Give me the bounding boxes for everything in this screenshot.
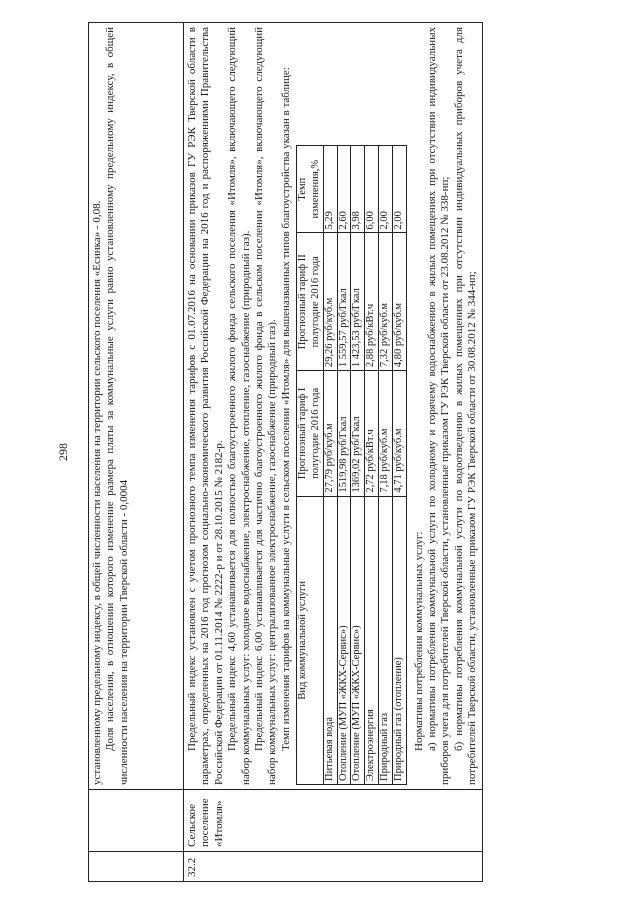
- tariff-row: [337, 146, 351, 785]
- tariff-cell: 2,88 руб/кВт.ч: [365, 233, 379, 371]
- tariff-row: [392, 146, 406, 785]
- tariff-header-row: [297, 146, 324, 785]
- tariff-cell: 27,79 руб/куб.м: [323, 371, 337, 497]
- tariff-cell: 2,72 руб/кВт.ч: [365, 371, 379, 497]
- tariff-table: [296, 145, 406, 785]
- tariff-cell: 7,18 руб/куб.м: [379, 371, 393, 497]
- paragraph: Нормативы потребления коммунальных услуг:: [412, 531, 425, 751]
- tariff-row: [379, 146, 393, 785]
- tariff-row: [351, 146, 365, 785]
- tariff-cell: 29,26 руб/куб.м: [323, 233, 337, 371]
- row-number-cell: 32.2: [184, 852, 483, 882]
- tariff-cell: Природный газ (отопление): [392, 496, 406, 784]
- tariff-cell: 2,60: [337, 146, 351, 233]
- tariff-cell: Природный газ: [379, 496, 393, 784]
- paragraph: Предельный индекс 6,00 устанавливается для частично благоустроенного жилого фонда в сельском поселении «Итомля», включающего следующий набор коммунальных услуг: централизованное электроснабжение, газоснабжение (природный газ).: [253, 27, 279, 785]
- paragraph: а) нормативы потребления коммунальной услуги по холодному и горячему водоснабжению в жилых помещениях при отсутствии индивидуальных приборов учета для потребителей Тверской области, установленные приказом ГУ РЭК Тверской области от 23.08.2012 № 338-нп;: [426, 27, 452, 785]
- paragraph: Доля населения, в отношении которого изменение размера платы за коммунальные услуги равно установленному предельному индексу, в общей численности населения на территории Тверской области - 0,0004: [104, 27, 130, 785]
- tariff-cell: 4,71 руб/куб.м: [392, 371, 406, 497]
- tariff-row: [323, 146, 337, 785]
- tariff-cell: 4,80 руб/куб.м: [392, 233, 406, 371]
- outer-table: [88, 22, 483, 882]
- paragraph: установленному предельному индексу, в общей численности населения на территории сельского поселения «Есинка» - 0,08.: [91, 200, 103, 785]
- tariff-cell: 2,00: [379, 146, 393, 233]
- column-header: Темп изменения,%: [297, 146, 324, 233]
- settlement-cell: Сельское поселение «Итомля»: [184, 790, 483, 852]
- tariff-cell: Электроэнергия: [365, 496, 379, 784]
- column-header: Прогнозный тариф I полугодие 2016 года: [297, 371, 324, 497]
- description-cell: [184, 23, 483, 790]
- tariff-cell: 7,32 руб/куб.м: [379, 233, 393, 371]
- table-row: [89, 23, 184, 882]
- description-cell: [89, 23, 184, 790]
- tariff-cell: 1 559,57 руб/Гкал: [337, 233, 351, 371]
- rotated-document-page: [40, 12, 600, 892]
- paragraph: Предельный индекс 4,60 устанавливается для полностью благоустроенного жилого фонда сельского поселения «Итомля», включающего следующий набор коммунальных услуг: холодное водоснабжение, электроснабжение, отопление, газоснабжение (природный газ).: [226, 27, 252, 785]
- tariff-cell: 5,29: [323, 146, 337, 233]
- tariff-cell: 2,00: [392, 146, 406, 233]
- paragraph: Предельный индекс установлен с учетом прогнозного темпа изменения тарифов с 01.07.2016 на основании приказов ГУ РЭК Тверской области в параметрах, определенных на 2016 год прогнозом социально-экономического развития Российской Федерации на 2016 год и распоряжениями Правительства Российской Федерации от 01.11.2014 № 2222-р и от 28.10.2015 № 2182-р.: [186, 27, 225, 785]
- tariff-row: [365, 146, 379, 785]
- table-row: [184, 23, 483, 882]
- tariff-cell: Отопление (МУП «ЖКХ-Сервис»): [351, 496, 365, 784]
- tariff-cell: Отопление (МУП «ЖКХ-Сервис»): [337, 496, 351, 784]
- paragraph: Темп изменения тарифов на коммунальные услуги в сельском поселении «Итомля» для вышеназванных типов благоустройства указан в таблице:: [279, 67, 292, 751]
- tariff-cell: 1519,98 руб/Гкал: [337, 371, 351, 497]
- paragraph: б) нормативы потребления коммунальной услуги по водоотведению в жилых помещениях при отсутствии индивидуальных приборов учета для потребителей Тверской области, установленные приказом ГУ РЭК Тверской области от 30.08.2012 № 344-нп;: [452, 27, 479, 785]
- tariff-cell: 6,00: [365, 146, 379, 233]
- column-header: Вид коммунальной услуги: [297, 496, 324, 784]
- tariff-cell: 3,98: [351, 146, 365, 233]
- page-number: 298: [56, 443, 70, 461]
- settlement-cell: [89, 790, 184, 852]
- row-number-cell: [89, 852, 184, 882]
- tariff-cell: 1 423,53 руб/Гкал: [351, 233, 365, 371]
- column-header: Прогнозный тариф II полугодие 2016 года: [297, 233, 324, 371]
- tariff-cell: Питьевая вода: [323, 496, 337, 784]
- tariff-cell: 1369,02 руб/Гкал: [351, 371, 365, 497]
